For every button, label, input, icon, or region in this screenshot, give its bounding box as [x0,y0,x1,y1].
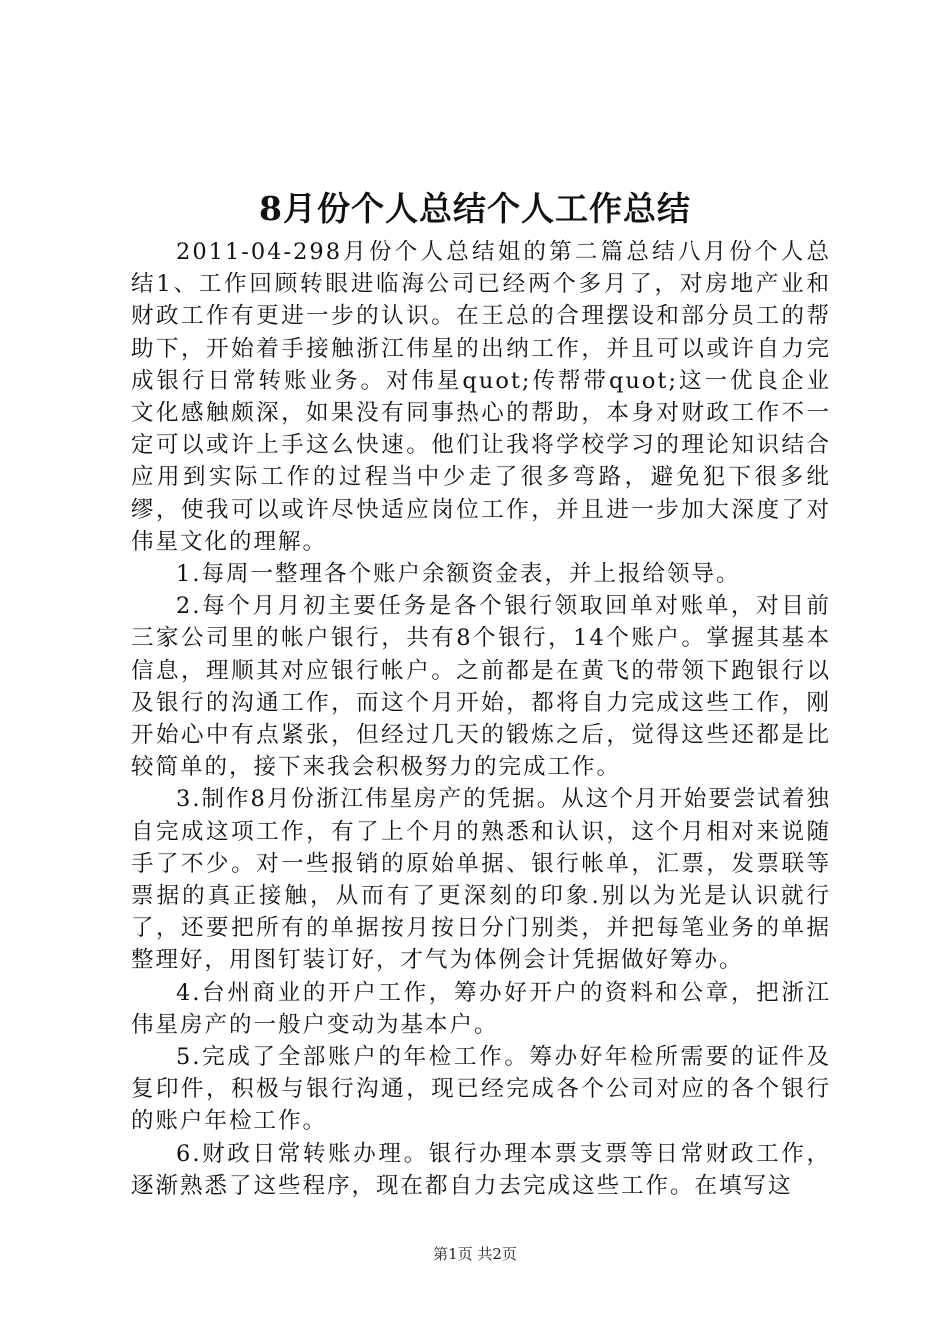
paragraph-item-2: 2.每个月月初主要任务是各个银行领取回单对账单，对目前三家公司里的帐户银行，共有8个银行，14个账户。掌握其基本信息，理顺其对应银行帐户。之前都是在黄飞的带领下跑银行以及银行的沟通工作，而这个月开始，都将自力完成这些工作，刚开始心中有点紧张，但经过几天的锻炼之后，觉得这些还都是比较简单的，接下来我会积极努力的完成工作。 [131,593,831,781]
paragraph-item-1: 1.每周一整理各个账户余额资金表，并上报给领导。 [176,561,741,588]
document-body [131,236,831,1202]
page-footer: 第1页 共2页 [433,1245,517,1263]
paragraph-item-5: 5.完成了全部账户的年检工作。筹办好年检所需要的证件及复印件，积极与银行沟通，现已经完成各个公司对应的各个银行的账户年检工作。 [131,1044,831,1135]
paragraph-intro: 2011-04-298月份个人总结姐的第二篇总结八月份个人总结1、工作回顾转眼进临海公司已经两个多月了，对房地产业和财政工作有更进一步的认识。在王总的合理摆设和部分员工的帮助下，开始着手接触浙江伟星的出纳工作，并且可以或许自力完成银行日常转账业务。对伟星quot;传帮带quot;这一优良企业文化感触颇深，如果没有同事热心的帮助，本身对财政工作不一定可以或许上手这么快速。他们让我将学校学习的理论知识结合应用到实际工作的过程当中少走了很多弯路，避免犯下很多纰缪，使我可以或许尽快适应岗位工作，并且进一步加大深度了对伟星文化的理解。 [131,239,831,555]
paragraph-item-3: 3.制作8月份浙江伟星房产的凭据。从这个月开始要尝试着独自完成这项工作，有了上个月的熟悉和认识，这个月相对来说随手了不少。对一些报销的原始单据、银行帐单，汇票，发票联等票据的真正接触，从而有了更深刻的印象.别以为光是认识就行了，还要把所有的单据按月按日分门别类，并把每笔业务的单据整理好，用图钉装订好，才气为体例会计凭据做好筹办。 [131,786,831,974]
paragraph-item-4: 4.台州商业的开户工作，筹办好开户的资料和公章，把浙江伟星房产的一般户变动为基本户。 [131,979,831,1038]
document-title: 8月份个人总结个人工作总结 [259,189,691,228]
paragraph-item-6: 6.财政日常转账办理。银行办理本票支票等日常财政工作，逐渐熟悉了这些程序，现在都自力去完成这些工作。在填写这 [131,1140,831,1199]
